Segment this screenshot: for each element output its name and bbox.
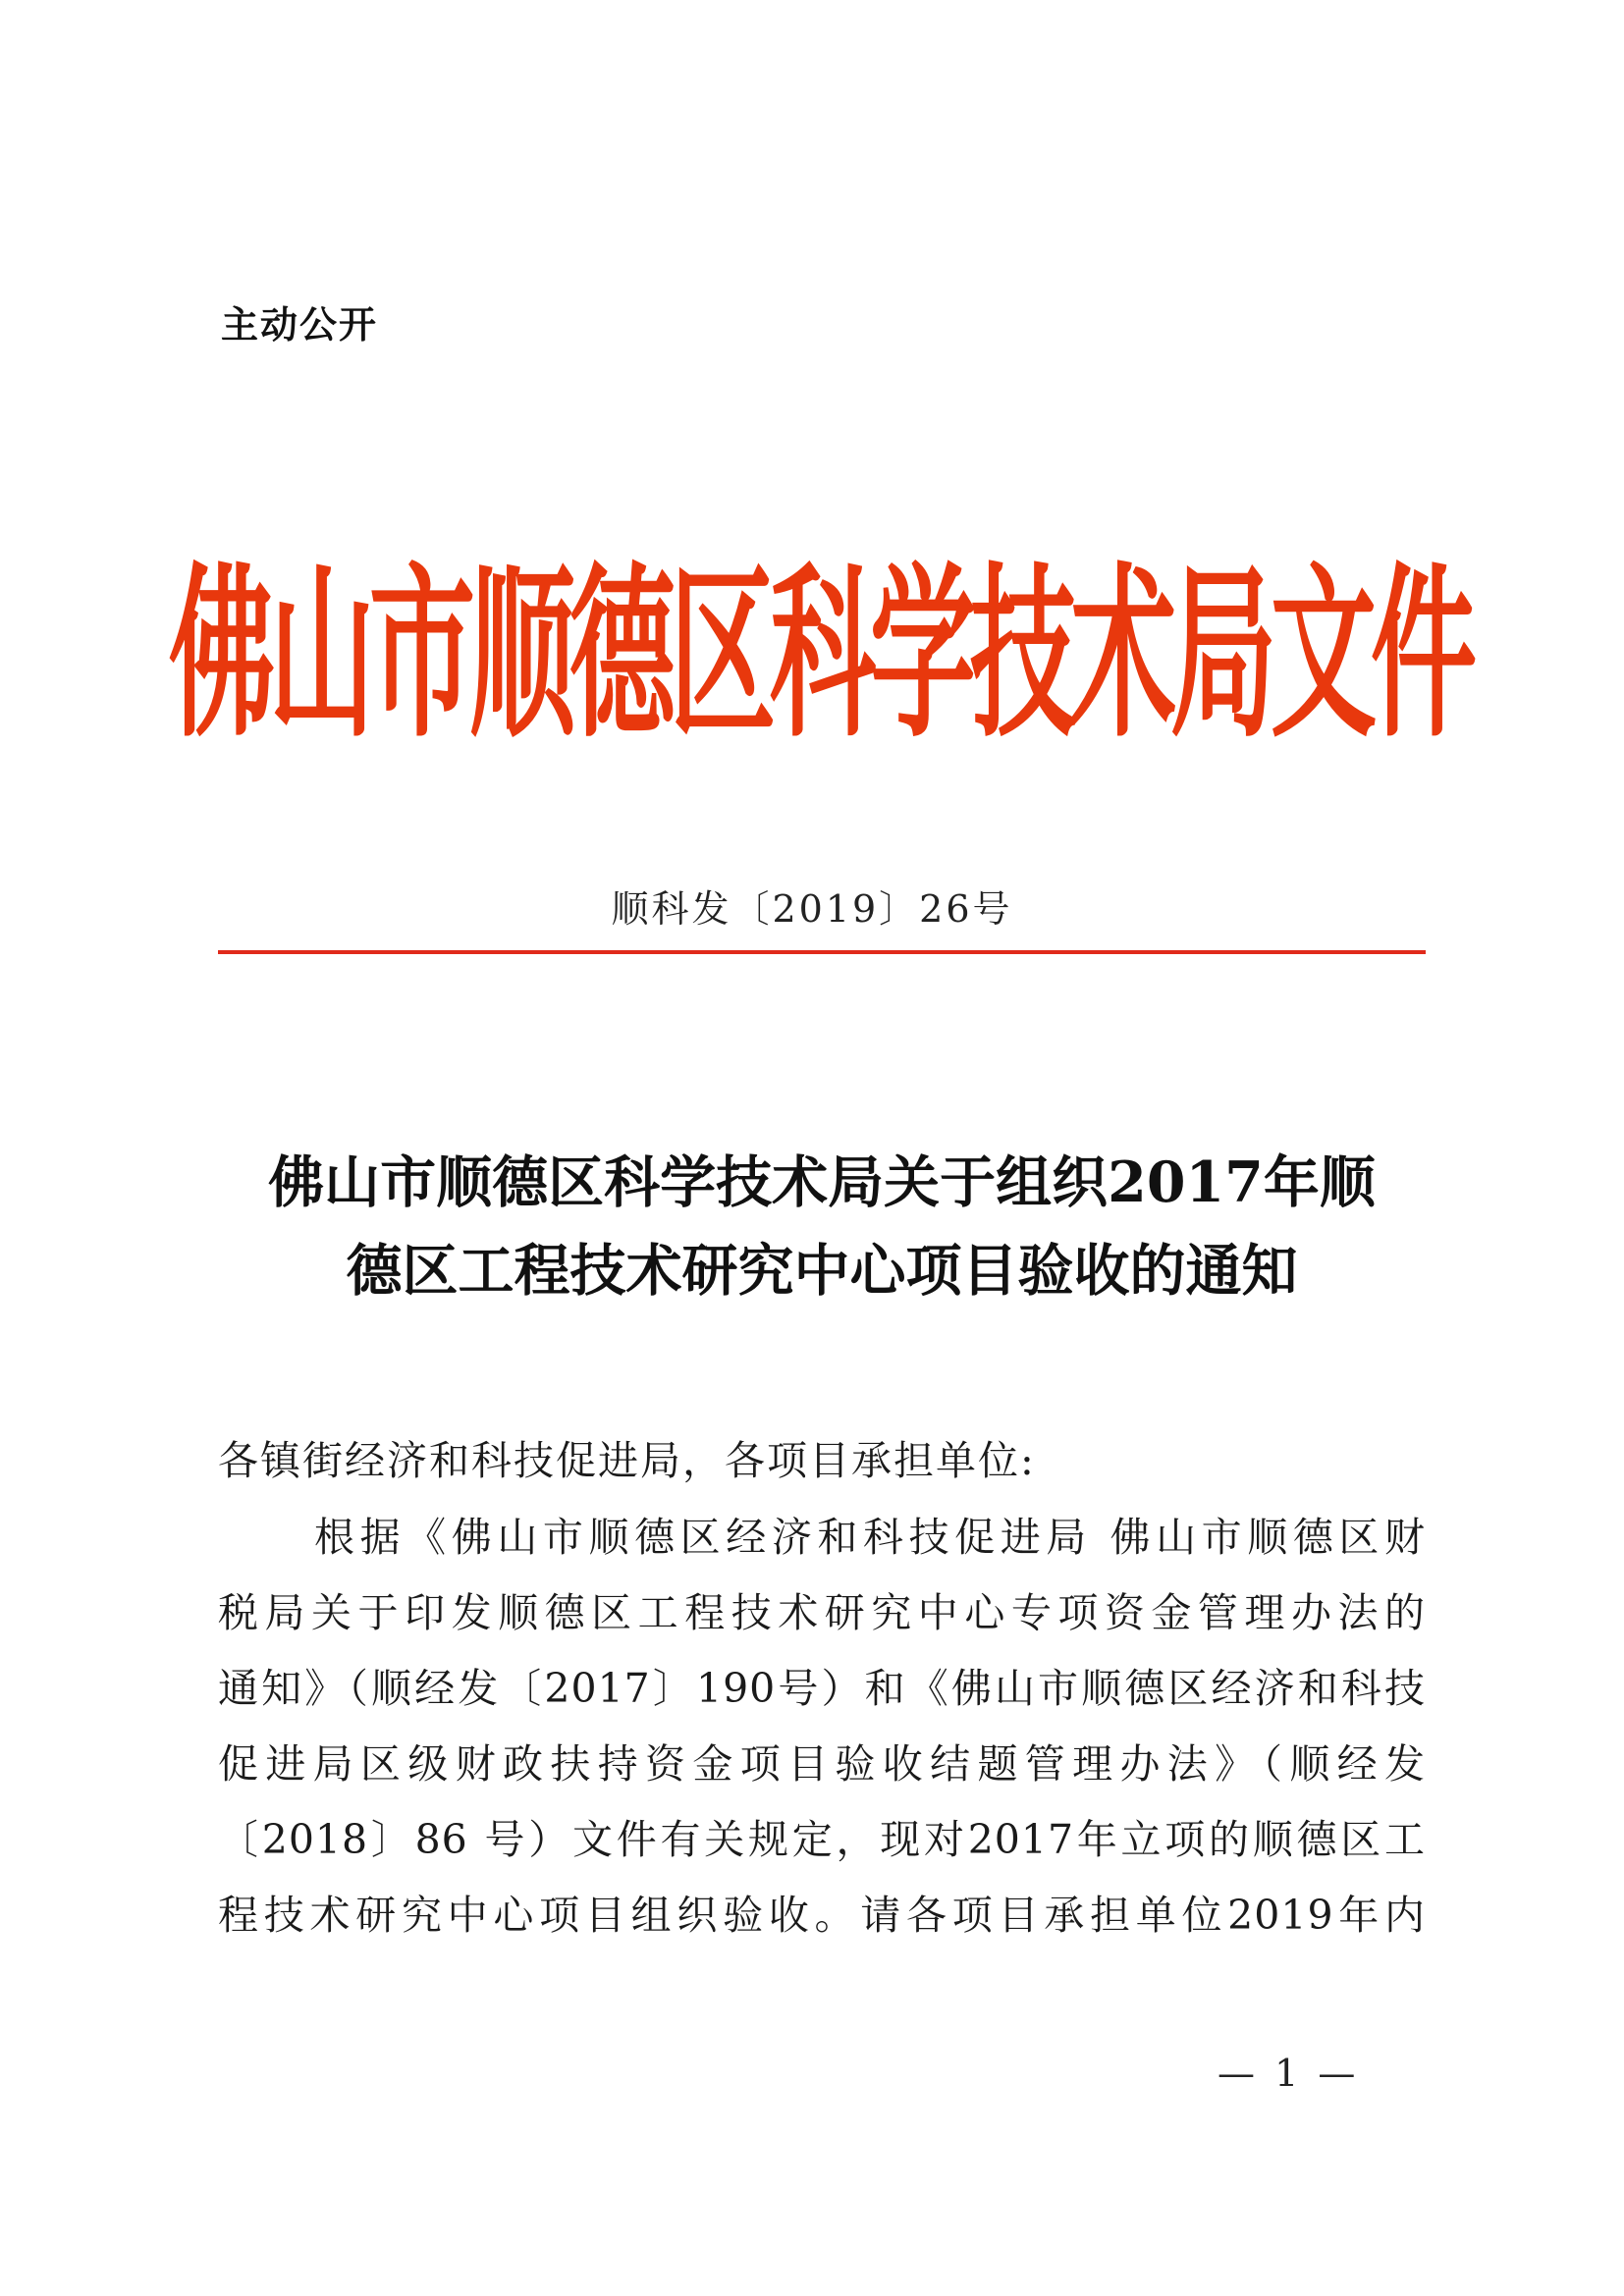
red-divider: [218, 950, 1426, 954]
masthead-title: 佛山市顺德区科学技术局文件: [169, 546, 1472, 763]
disclosure-label: 主动公开: [221, 303, 379, 347]
salutation: 各镇街经济和科技促进局，各项目承担单位:: [218, 1437, 1036, 1484]
body-paragraph: [218, 1500, 1426, 1953]
masthead: [169, 510, 1472, 766]
body-line: 〔2018〕86 号）文件有关规定，现对2017年立项的顺德区工: [218, 1816, 1426, 1863]
body-line: 程技术研究中心项目组织验收。请各项目承担单位2019年内: [218, 1892, 1426, 1939]
body-line: 根据《佛山市顺德区经济和科技促进局 佛山市顺德区财: [314, 1514, 1426, 1561]
document-title-line-1: 佛山市顺德区科学技术局关于组织2017年顺: [268, 1149, 1376, 1215]
body-line: 税局关于印发顺德区工程技术研究中心专项资金管理办法的: [218, 1589, 1426, 1636]
document-number: 顺科发〔2019〕26号: [611, 887, 1013, 931]
body-line: 通知》（顺经发〔2017〕190号）和《佛山市顺德区经济和科技: [218, 1665, 1426, 1712]
document-title-line-2: 德区工程技术研究中心项目验收的通知: [346, 1238, 1298, 1304]
body-line: 促进局区级财政扶持资金项目验收结题管理办法》（顺经发: [218, 1740, 1426, 1788]
document-title: [218, 1139, 1426, 1315]
page-number: — 1 —: [1218, 2052, 1360, 2095]
